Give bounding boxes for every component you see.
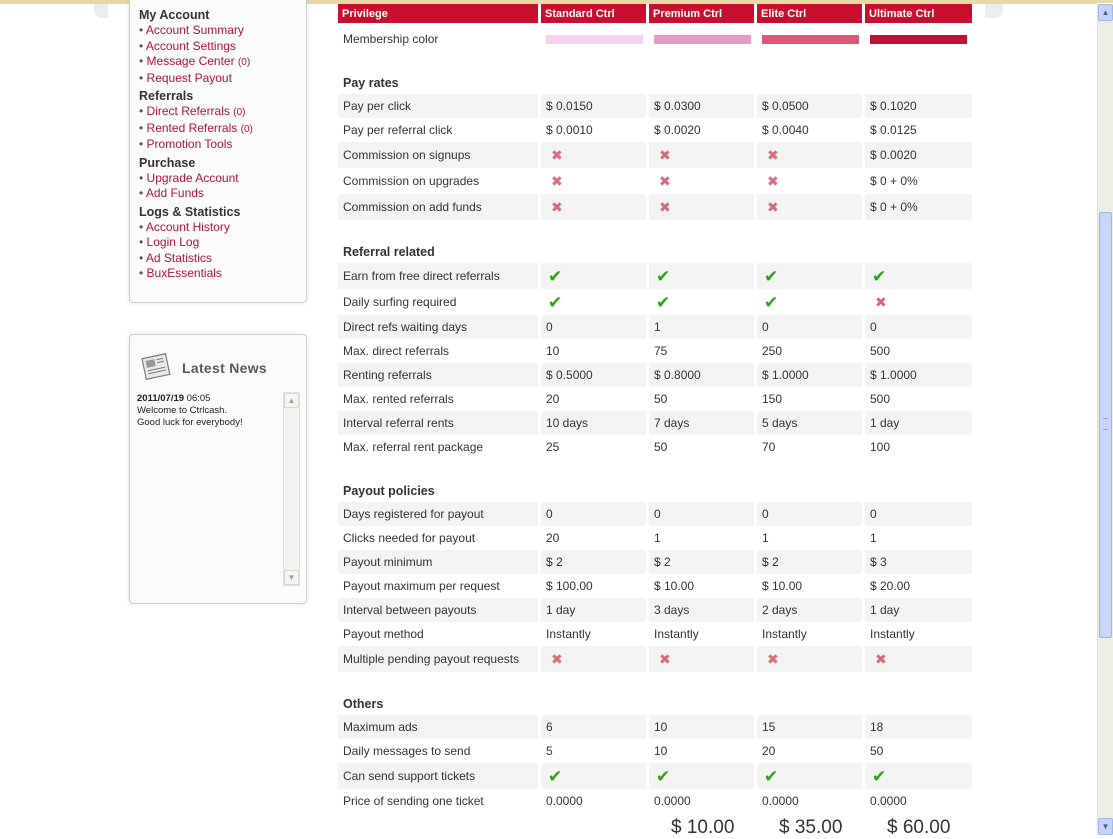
value-cell [865,646,972,672]
value-cell [541,263,646,289]
value-cell: 500 [870,392,891,406]
check-icon: ✔ [872,766,887,786]
table-row-price-of-sending-one-ticket [338,789,972,813]
table-row-payout-method [338,622,972,646]
row-label: Commission on upgrades [343,174,480,188]
column-header-standard-ctrl: Standard Ctrl [541,4,646,23]
row-label: Max. rented referrals [343,392,454,406]
row-label: Clicks needed for payout [343,531,476,545]
value-cell: 250 [762,344,783,358]
cross-icon: ✖ [551,147,563,163]
check-icon: ✔ [548,766,563,786]
cross-icon: ✖ [767,651,779,667]
table-row-max-direct-referrals [338,339,972,363]
table-row-interval-between-payouts [338,598,972,622]
menu-link-direct-referrals[interactable] [139,104,304,121]
table-row-clicks-needed-for-payout [338,526,972,550]
news-scroll-up-icon[interactable]: ▲ [284,393,299,408]
value-cell: 20 [546,392,560,406]
value-cell: $ 0.8000 [649,363,754,387]
table-row-can-send-support-tickets [338,763,972,789]
row-label: Pay per referral click [343,123,453,137]
account-menu [139,8,304,282]
check-icon: ✔ [764,292,779,312]
section-heading-payout-policies [338,480,972,502]
value-cell: $ 0.0500 [757,94,862,118]
latest-news-header [139,351,299,385]
menu-link-label: BuxEssentials [146,266,222,280]
value-cell: 0 [757,502,862,526]
page-corner-left [94,4,108,18]
menu-link-label: Promotion Tools [146,137,233,151]
table-row-earn-from-free-direct-referrals [338,263,972,289]
row-label: Commission on add funds [338,194,538,220]
latest-news-title: Latest News [182,360,267,376]
cross-icon: ✖ [875,294,887,310]
value-cell: $ 2 [541,550,646,574]
value-cell: $ 0.1020 [865,94,972,118]
value-cell [649,168,754,194]
section-title: Pay rates [343,76,399,90]
row-label: Direct refs waiting days [338,315,538,339]
bullet-icon: • [139,266,147,280]
table-row-days-registered-for-payout [338,502,972,526]
table-row-payout-minimum [338,550,972,574]
row-label: Can send support tickets [338,763,538,789]
value-cell [541,142,646,168]
value-cell: $ 10.00 [654,579,695,593]
check-icon: ✔ [656,266,671,286]
row-label: Maximum ads [338,715,538,739]
membership-color-swatch [762,35,859,44]
value-cell: $ 0.0010 [546,123,593,137]
value-cell [865,263,972,289]
menu-link-rented-referrals[interactable] [139,121,304,138]
bullet-icon: • [139,38,146,53]
value-cell [541,289,646,315]
value-cell: 10 [546,344,560,358]
menu-link-label: Ad Statistics [145,250,212,265]
value-cell [865,289,972,315]
section-heading-others [338,693,972,715]
value-cell: 18 [865,715,972,739]
news-scrollbar[interactable] [283,392,300,586]
value-cell: 0 [865,502,972,526]
column-header-privilege: Privilege [338,4,538,23]
value-cell: $ 0 + 0% [870,174,918,188]
value-cell [757,289,862,315]
value-cell: 2 days [757,598,862,622]
bullet-icon: • [139,186,146,200]
membership-color-cell [649,27,754,51]
page-corner-right [985,4,1003,18]
value-cell: $ 0.0020 [654,123,701,137]
column-header-ultimate-ctrl: Ultimate Ctrl [865,4,972,23]
table-row-renting-referrals [338,363,972,387]
table-row-commission-on-upgrades [338,168,972,194]
value-cell: $ 0.0040 [762,123,809,137]
section-heading-pay-rates [338,72,972,94]
bullet-icon: • [139,120,147,135]
value-cell: 10 [654,744,668,758]
row-label: Renting referrals [338,363,538,387]
value-cell: 500 [870,344,891,358]
table-row-commission-on-add-funds [338,194,972,220]
check-icon: ✔ [656,766,671,786]
value-cell [541,168,646,194]
news-time: 06:05 [186,393,211,404]
menu-link-upgrade-account[interactable] [139,171,304,187]
price-ultimate: $ 60.00 [887,817,951,838]
latest-news-box [129,334,307,604]
menu-link-label: Account Summary [145,23,244,37]
cross-icon: ✖ [551,199,563,215]
table-row-pay-per-referral-click [338,118,972,142]
news-scroll-down-icon[interactable]: ▼ [284,570,299,585]
menu-link-count: (0) [237,57,251,68]
news-line: Welcome to Ctrlcash. [137,405,228,416]
menu-link-label: Upgrade Account [146,170,239,185]
row-label: Payout maximum per request [343,579,500,593]
menu-section-logs-statistics: Logs & Statistics [139,204,241,219]
value-cell [757,263,862,289]
scroll-down-icon[interactable]: ▼ [1098,818,1113,835]
value-cell: $ 0.0150 [541,94,646,118]
page-scrollbar[interactable] [1097,4,1113,835]
row-label: Payout minimum [338,550,538,574]
membership-color-cell [865,27,972,51]
cross-icon: ✖ [659,651,671,667]
value-cell [649,763,754,789]
table-row-max-referral-rent-package [338,435,972,459]
cross-icon: ✖ [875,651,887,667]
check-icon: ✔ [656,292,671,312]
news-entry [137,393,277,429]
row-label: Max. direct referrals [343,344,450,358]
scrollbar-grip-icon [1103,418,1108,430]
row-label: Interval referral rents [338,411,538,435]
value-cell: 10 [649,715,754,739]
section-title: Payout policies [343,484,435,498]
scroll-up-icon[interactable]: ▲ [1098,4,1113,21]
value-cell: $ 0.0020 [865,142,972,168]
table-row-payout-maximum-per-request [338,574,972,598]
value-cell: 1 [870,531,877,545]
value-cell: 10 days [541,411,646,435]
row-label: Daily messages to send [343,744,471,758]
row-label: Daily surfing required [343,295,457,309]
menu-link-ad-statistics[interactable] [139,251,304,267]
value-cell: 1 day [541,598,646,622]
check-icon: ✔ [548,292,563,312]
value-cell [541,194,646,220]
menu-link-login-log[interactable] [139,235,304,251]
value-cell [649,194,754,220]
value-cell [757,142,862,168]
value-cell: 100 [870,440,891,454]
value-cell: $ 0.0300 [649,94,754,118]
row-label: Payout method [343,627,424,641]
check-icon: ✔ [872,266,887,286]
table-row-pay-per-click [338,94,972,118]
row-label: Max. referral rent package [343,440,484,454]
value-cell: 5 [546,744,553,758]
value-cell: $ 2 [649,550,754,574]
section-heading-referral-related [338,241,972,263]
value-cell: 15 [757,715,862,739]
row-label: Price of sending one ticket [343,794,484,808]
value-cell: $ 1.0000 [865,363,972,387]
bullet-icon: • [139,23,146,37]
row-label: Membership color [343,32,439,46]
bullet-icon: • [139,137,147,151]
value-cell [649,289,754,315]
bullet-icon: • [139,219,146,234]
account-menu-box [129,0,307,303]
section-title: Others [343,697,384,711]
value-cell: 0 [541,502,646,526]
news-line: Good luck for everybody! [137,417,243,428]
value-cell: $ 2 [757,550,862,574]
menu-link-promotion-tools[interactable] [139,137,304,153]
membership-color-cell [757,27,862,51]
bullet-icon: • [139,54,147,68]
menu-link-label: Account History [145,219,230,234]
membership-color-swatch [546,35,643,44]
value-cell: 6 [541,715,646,739]
value-cell: $ 0 + 0% [865,194,972,220]
row-label: Earn from free direct referrals [338,263,538,289]
bullet-icon: • [139,250,146,265]
section-title: Referral related [343,245,435,259]
value-cell: 7 days [649,411,754,435]
value-cell: $ 0.5000 [541,363,646,387]
value-cell: $ 10.00 [762,579,803,593]
value-cell: 50 [870,744,884,758]
table-row-max-rented-referrals [338,387,972,411]
column-header-elite-ctrl: Elite Ctrl [757,4,862,23]
value-cell: 150 [762,392,783,406]
membership-color-cell [541,27,646,51]
price-elite: $ 35.00 [779,817,843,838]
menu-section-my-account: My Account [139,8,210,22]
menu-link-request-payout[interactable] [139,71,304,87]
value-cell: 0 [649,502,754,526]
menu-link-count: (0) [240,123,253,135]
table-row-commission-on-signups [338,142,972,168]
table-row-multiple-pending-payout-requests [338,646,972,672]
bullet-icon: • [139,70,147,85]
menu-link-label: Add Funds [145,186,204,200]
row-label: Interval between payouts [338,598,538,622]
row-label: Multiple pending payout requests [338,646,538,672]
menu-link-account-history[interactable] [139,220,304,236]
menu-link-account-summary[interactable] [139,23,304,39]
table-row-daily-surfing-required [338,289,972,315]
menu-link-add-funds[interactable] [139,186,304,202]
value-cell: 0.0000 [762,794,799,808]
menu-link-count: (0) [233,107,246,118]
value-cell: $ 1.0000 [757,363,862,387]
membership-color-row [338,27,972,51]
cross-icon: ✖ [767,173,779,189]
value-cell [757,194,862,220]
value-cell: 20 [546,531,560,545]
menu-link-label: Rented Referrals [146,120,238,135]
value-cell: 25 [546,440,560,454]
cross-icon: ✖ [659,147,671,163]
value-cell: 5 days [757,411,862,435]
value-cell: Instantly [654,627,699,641]
value-cell: 50 [654,392,668,406]
menu-link-message-center[interactable] [139,54,304,71]
value-cell: Instantly [546,627,591,641]
menu-link-buxessentials[interactable] [139,266,304,282]
value-cell: $ 3 [865,550,972,574]
scrollbar-thumb[interactable] [1099,212,1112,638]
cross-icon: ✖ [659,173,671,189]
value-cell: 0 [541,315,646,339]
menu-link-label: Login Log [146,235,200,249]
value-cell [757,168,862,194]
price-premium: $ 10.00 [671,817,735,838]
menu-link-label: Message Center [146,54,235,68]
value-cell: 0 [865,315,972,339]
membership-color-swatch [654,35,751,44]
menu-link-account-settings[interactable] [139,39,304,55]
value-cell: $ 0.0125 [870,123,917,137]
value-cell: 50 [654,440,668,454]
value-cell: 1 [654,531,661,545]
menu-link-label: Direct Referrals [146,104,230,118]
check-icon: ✔ [764,266,779,286]
value-cell [649,263,754,289]
value-cell [541,646,646,672]
value-cell: 0 [757,315,862,339]
value-cell: 0.0000 [654,794,691,808]
cross-icon: ✖ [767,199,779,215]
value-cell [865,763,972,789]
value-cell: 3 days [649,598,754,622]
check-icon: ✔ [764,766,779,786]
value-cell: 70 [762,440,776,454]
value-cell: Instantly [762,627,807,641]
value-cell: 0.0000 [870,794,907,808]
value-cell: 1 day [865,411,972,435]
row-label: Pay per click [338,94,538,118]
value-cell: $ 100.00 [546,579,593,593]
row-label: Days registered for payout [338,502,538,526]
cross-icon: ✖ [551,651,563,667]
cross-icon: ✖ [551,173,563,189]
membership-color-swatch [870,35,967,44]
menu-link-label: Request Payout [146,70,232,85]
check-icon: ✔ [548,266,563,286]
bullet-icon: • [139,170,147,185]
table-row-maximum-ads [338,715,972,739]
table-row-direct-refs-waiting-days [338,315,972,339]
menu-section-referrals: Referrals [139,89,194,103]
value-cell: 20 [762,744,776,758]
value-cell [541,763,646,789]
table-row-daily-messages-to-send [338,739,972,763]
value-cell [757,763,862,789]
value-cell: 0.0000 [546,794,583,808]
value-cell: $ 20.00 [870,579,911,593]
row-label: Commission on signups [338,142,538,168]
value-cell [649,142,754,168]
value-cell: 1 [649,315,754,339]
table-row-interval-referral-rents [338,411,972,435]
menu-section-purchase: Purchase [139,155,196,170]
news-date: 2011/07/19 [137,393,185,404]
newspaper-icon [139,351,173,383]
value-cell [757,646,862,672]
cross-icon: ✖ [767,147,779,163]
value-cell [649,646,754,672]
cross-icon: ✖ [659,199,671,215]
bullet-icon: • [139,104,147,118]
value-cell: 1 day [865,598,972,622]
table-header-row [338,4,972,23]
menu-link-label: Account Settings [145,38,236,53]
value-cell: 1 [762,531,769,545]
bullet-icon: • [139,235,147,249]
value-cell: Instantly [870,627,915,641]
value-cell: 75 [654,344,668,358]
column-header-premium-ctrl: Premium Ctrl [649,4,754,23]
